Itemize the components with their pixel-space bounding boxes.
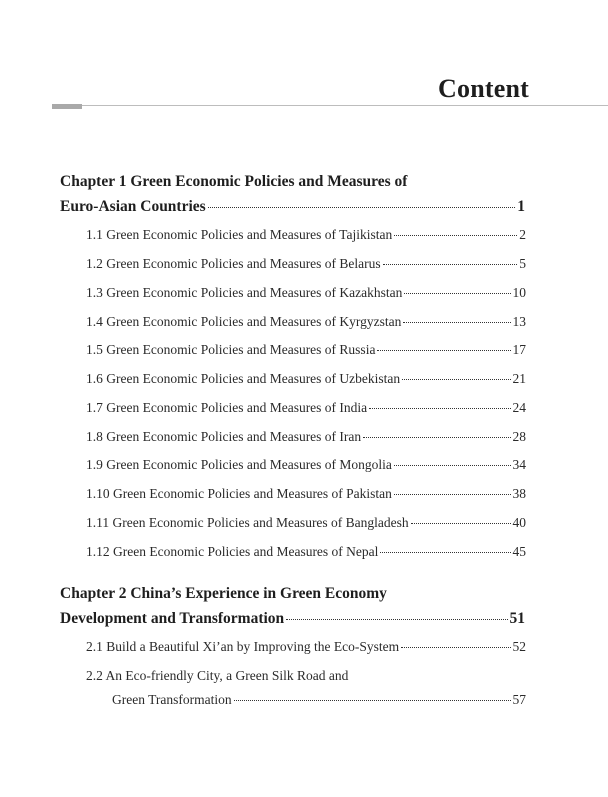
page-number: 40 [512, 515, 526, 530]
dot-leader [380, 552, 510, 553]
page-number: 17 [512, 342, 526, 357]
section-title: 1.9 Green Economic Policies and Measures of Mongolia [86, 457, 392, 472]
section-title: 2.1 Build a Beautiful Xi’an by Improving the Eco-System [86, 639, 400, 654]
chapter-2-heading: Chapter 2 China’s Experience in Green Economy [60, 585, 387, 602]
toc-entry-1-1[interactable] [86, 227, 526, 243]
chapter-title: Euro-Asian Countries [60, 198, 206, 215]
toc-entry-1-2[interactable] [86, 256, 526, 272]
section-title: 1.12 Green Economic Policies and Measures of Nepal [86, 544, 379, 559]
page-number: 52 [512, 639, 526, 654]
toc-entry-2-2[interactable] [112, 692, 526, 708]
page-number: 5 [519, 256, 526, 271]
page-number: 28 [512, 429, 526, 444]
dot-leader [404, 293, 510, 294]
dot-leader [383, 264, 518, 265]
header-rule [52, 105, 608, 106]
page-number: 24 [512, 400, 526, 415]
dot-leader [234, 700, 511, 701]
chapter-1-heading: Chapter 1 Green Economic Policies and Measures of [60, 173, 408, 190]
dot-leader [394, 494, 511, 495]
toc-entry-1-6[interactable] [86, 371, 526, 387]
page-title: Content [438, 74, 529, 103]
dot-leader [208, 207, 516, 208]
dot-leader [286, 619, 507, 620]
chapter-title: Development and Transformation [60, 610, 285, 627]
dot-leader [403, 322, 510, 323]
dot-leader [401, 647, 510, 648]
page-number: 10 [512, 285, 526, 300]
toc-entry-1-8[interactable] [86, 429, 526, 445]
dot-leader [394, 465, 511, 466]
page-number: 45 [512, 544, 526, 559]
page-number: 2 [519, 227, 526, 242]
section-title: 1.6 Green Economic Policies and Measures of Uzbekistan [86, 371, 401, 386]
toc-entry-1-11[interactable] [86, 515, 526, 531]
toc-entry-1-3[interactable] [86, 285, 526, 301]
dot-leader [394, 235, 517, 236]
toc-entry-1-9[interactable] [86, 457, 526, 473]
toc-entry-2-1[interactable] [86, 639, 526, 655]
page-number: 21 [512, 371, 526, 386]
page-number: 1 [517, 198, 525, 215]
page-number: 34 [512, 457, 526, 472]
chapter-2-entry[interactable] [60, 610, 525, 628]
section-title: 1.7 Green Economic Policies and Measures of India [86, 400, 368, 415]
section-title: 1.2 Green Economic Policies and Measures of Belarus [86, 256, 381, 271]
section-title: 1.8 Green Economic Policies and Measures of Iran [86, 429, 362, 444]
section-title: Green Transformation [112, 692, 232, 707]
toc-entry-2-2-heading: 2.2 An Eco-friendly City, a Green Silk Road and [86, 668, 349, 683]
toc-entry-1-10[interactable] [86, 486, 526, 502]
dot-leader [402, 379, 510, 380]
dot-leader [363, 437, 510, 438]
section-title: 1.10 Green Economic Policies and Measures of Pakistan [86, 486, 392, 501]
toc-entry-1-7[interactable] [86, 400, 526, 416]
chapter-1-entry[interactable] [60, 198, 525, 216]
page-number: 38 [512, 486, 526, 501]
dot-leader [377, 350, 510, 351]
dot-leader [411, 523, 511, 524]
toc-entry-1-5[interactable] [86, 342, 526, 358]
section-title: 1.4 Green Economic Policies and Measures of Kyrgyzstan [86, 314, 402, 329]
page-number: 13 [512, 314, 526, 329]
section-title: 1.11 Green Economic Policies and Measures of Bangladesh [86, 515, 409, 530]
section-title: 1.3 Green Economic Policies and Measures of Kazakhstan [86, 285, 403, 300]
dot-leader [369, 408, 510, 409]
toc-entry-1-12[interactable] [86, 544, 526, 560]
section-title: 1.5 Green Economic Policies and Measures of Russia [86, 342, 376, 357]
header-rule-accent [52, 104, 82, 109]
section-title: 1.1 Green Economic Policies and Measures of Tajikistan [86, 227, 393, 242]
toc-entry-1-4[interactable] [86, 314, 526, 330]
page-number: 57 [512, 692, 526, 707]
page-number: 51 [509, 610, 525, 627]
